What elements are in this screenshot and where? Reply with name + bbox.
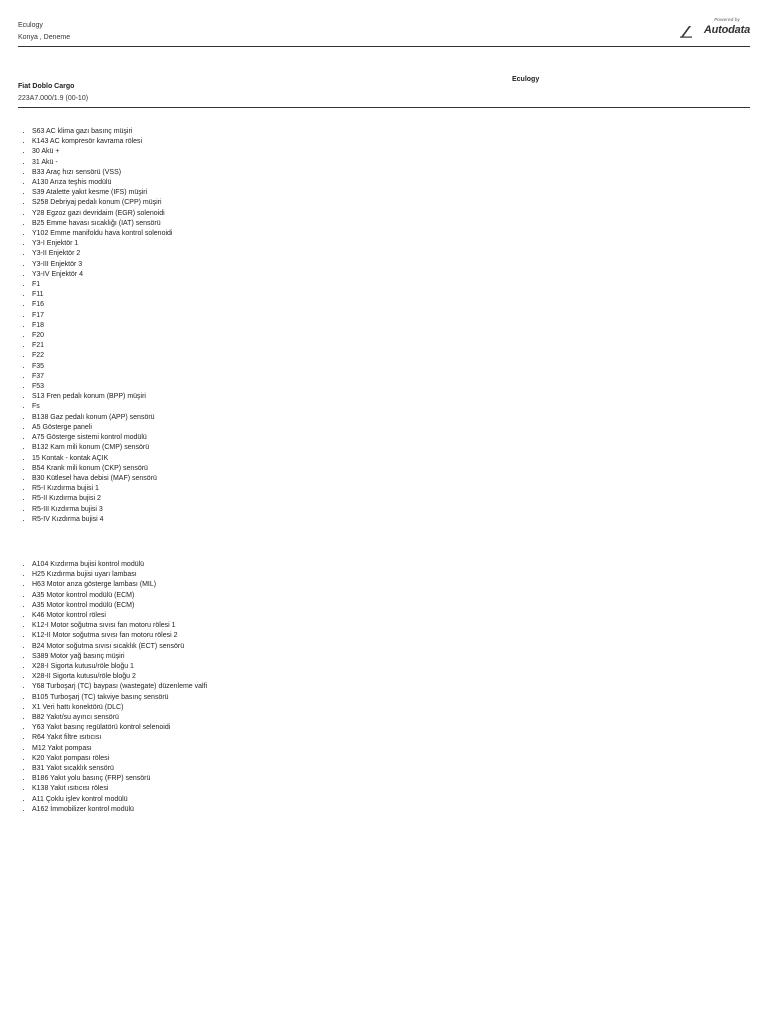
list-item: • Y63 Yakıt basınç regülatörü kontrol selenoidi	[32, 723, 207, 733]
list-item: • Y3-III Enjektör 3	[32, 260, 172, 270]
component-list-2	[24, 560, 207, 815]
header-divider	[18, 46, 750, 47]
list-item: • A104 Kızdırma bujisi kontrol modülü	[32, 560, 207, 570]
vehicle-model: Fiat Doblo Cargo	[18, 83, 75, 90]
list-item: • B33 Araç hızı sensörü (VSS)	[32, 168, 172, 178]
list-item: • Y3-II Enjektör 2	[32, 249, 172, 259]
list-item: • A162 İmmobilizer kontrol modülü	[32, 805, 207, 815]
list-item: • F18	[32, 321, 172, 331]
list-item: • B82 Yakıt/su ayırıcı sensörü	[32, 713, 207, 723]
list-item: • A35 Motor kontrol modülü (ECM)	[32, 601, 207, 611]
list-item: • B31 Yakıt sıcaklık sensörü	[32, 764, 207, 774]
list-item: • M12 Yakıt pompası	[32, 744, 207, 754]
list-item: • 15 Kontak - kontak AÇIK	[32, 454, 172, 464]
list-item: • R5-IV Kızdırma bujisi 4	[32, 515, 172, 525]
list-item: • 31 Akü -	[32, 158, 172, 168]
list-item: • B186 Yakıt yolu basınç (FRP) sensörü	[32, 774, 207, 784]
list-item: • Y3-I Enjektör 1	[32, 239, 172, 249]
list-item: • S389 Motor yağ basınç müşiri	[32, 652, 207, 662]
list-item: • B30 Kütlesel hava debisi (MAF) sensörü	[32, 474, 172, 484]
vehicle-divider	[18, 107, 750, 108]
list-item: • S39 Atalette yakıt kesme (IFS) müşiri	[32, 188, 172, 198]
list-item: • A75 Gösterge sistemi kontrol modülü	[32, 433, 172, 443]
autodata-brand-name: Autodata	[703, 24, 750, 36]
list-item: • K143 AC kompresör kavrama rölesi	[32, 137, 172, 147]
list-item: • F53	[32, 382, 172, 392]
list-item: • A35 Motor kontrol modülü (ECM)	[32, 591, 207, 601]
list-item: • F1	[32, 280, 172, 290]
list-item: • Y68 Turboşarj (TC) baypası (wastegate) düzenleme valfi	[32, 682, 207, 692]
list-item: • Y3-IV Enjektör 4	[32, 270, 172, 280]
vehicle-engine-code: 223A7.000/1.9 (00-10)	[18, 95, 89, 102]
autodata-logo	[678, 17, 750, 43]
list-item: • X1 Veri hattı konektörü (DLC)	[32, 703, 207, 713]
document-title: Eculogy	[512, 76, 540, 83]
list-item: • X28-II Sigorta kutusu/röle bloğu 2	[32, 672, 207, 682]
list-item: • F20	[32, 331, 172, 341]
company-name: Eculogy	[18, 22, 43, 29]
list-item: • K138 Yakıt ısıtıcısı rölesi	[32, 784, 207, 794]
list-item: • R64 Yakıt filtre ısıtıcısı	[32, 733, 207, 743]
list-item: • F11	[32, 290, 172, 300]
list-item: • F16	[32, 300, 172, 310]
list-item: • H25 Kızdırma bujisi uyarı lambası	[32, 570, 207, 580]
list-item: • B25 Emme havası sıcaklığı (IAT) sensörü	[32, 219, 172, 229]
list-item: • Y28 Egzoz gazı devridaim (EGR) solenoidi	[32, 209, 172, 219]
powered-by-label: Powered by	[714, 17, 740, 22]
list-item: • A11 Çoklu işlev kontrol modülü	[32, 795, 207, 805]
list-item: • B24 Motor soğutma sıvısı sıcaklık (ECT) sensörü	[32, 642, 207, 652]
list-item: • K46 Motor kontrol rölesi	[32, 611, 207, 621]
list-item: • R5-III Kızdırma bujisi 3	[32, 505, 172, 515]
list-item: • B132 Kam mili konum (CMP) sensörü	[32, 443, 172, 453]
vehicle-info	[18, 81, 88, 105]
list-item: • 30 Akü +	[32, 147, 172, 157]
list-item: • K20 Yakıt pompası rölesi	[32, 754, 207, 764]
list-item: • Fs	[32, 402, 172, 412]
list-item: • X28-I Sigorta kutusu/röle bloğu 1	[32, 662, 207, 672]
list-item: • S258 Debriyaj pedalı konum (CPP) müşiri	[32, 198, 172, 208]
report-header	[18, 20, 70, 44]
list-item: • R5-I Kızdırma bujisi 1	[32, 484, 172, 494]
list-item: • F22	[32, 351, 172, 361]
component-list-1	[24, 127, 172, 525]
list-item: • K12-I Motor soğutma sıvısı fan motoru rölesi 1	[32, 621, 207, 631]
company-location: Konya , Deneme	[18, 34, 71, 41]
list-item: • Y102 Emme manifoldu hava kontrol solenoidi	[32, 229, 172, 239]
list-item: • A5 Gösterge paneli	[32, 423, 172, 433]
list-item: • F17	[32, 311, 172, 321]
list-item: • S13 Fren pedalı konum (BPP) müşiri	[32, 392, 172, 402]
list-item: • K12-II Motor soğutma sıvısı fan motoru rölesi 2	[32, 631, 207, 641]
list-item: • F21	[32, 341, 172, 351]
list-item: • H63 Motor arıza gösterge lambası (MIL)	[32, 580, 207, 590]
list-item: • F37	[32, 372, 172, 382]
list-item: • A130 Arıza teşhis modülü	[32, 178, 172, 188]
list-item: • B105 Turboşarj (TC) takviye basınç sensörü	[32, 693, 207, 703]
list-item: • B138 Gaz pedalı konum (APP) sensörü	[32, 413, 172, 423]
autodata-slash-icon	[680, 25, 692, 38]
list-item: • R5-II Kızdırma bujisi 2	[32, 494, 172, 504]
list-item: • B54 Krank mili konum (CKP) sensörü	[32, 464, 172, 474]
list-item: • S63 AC klima gazı basınç müşiri	[32, 127, 172, 137]
list-item: • F35	[32, 362, 172, 372]
